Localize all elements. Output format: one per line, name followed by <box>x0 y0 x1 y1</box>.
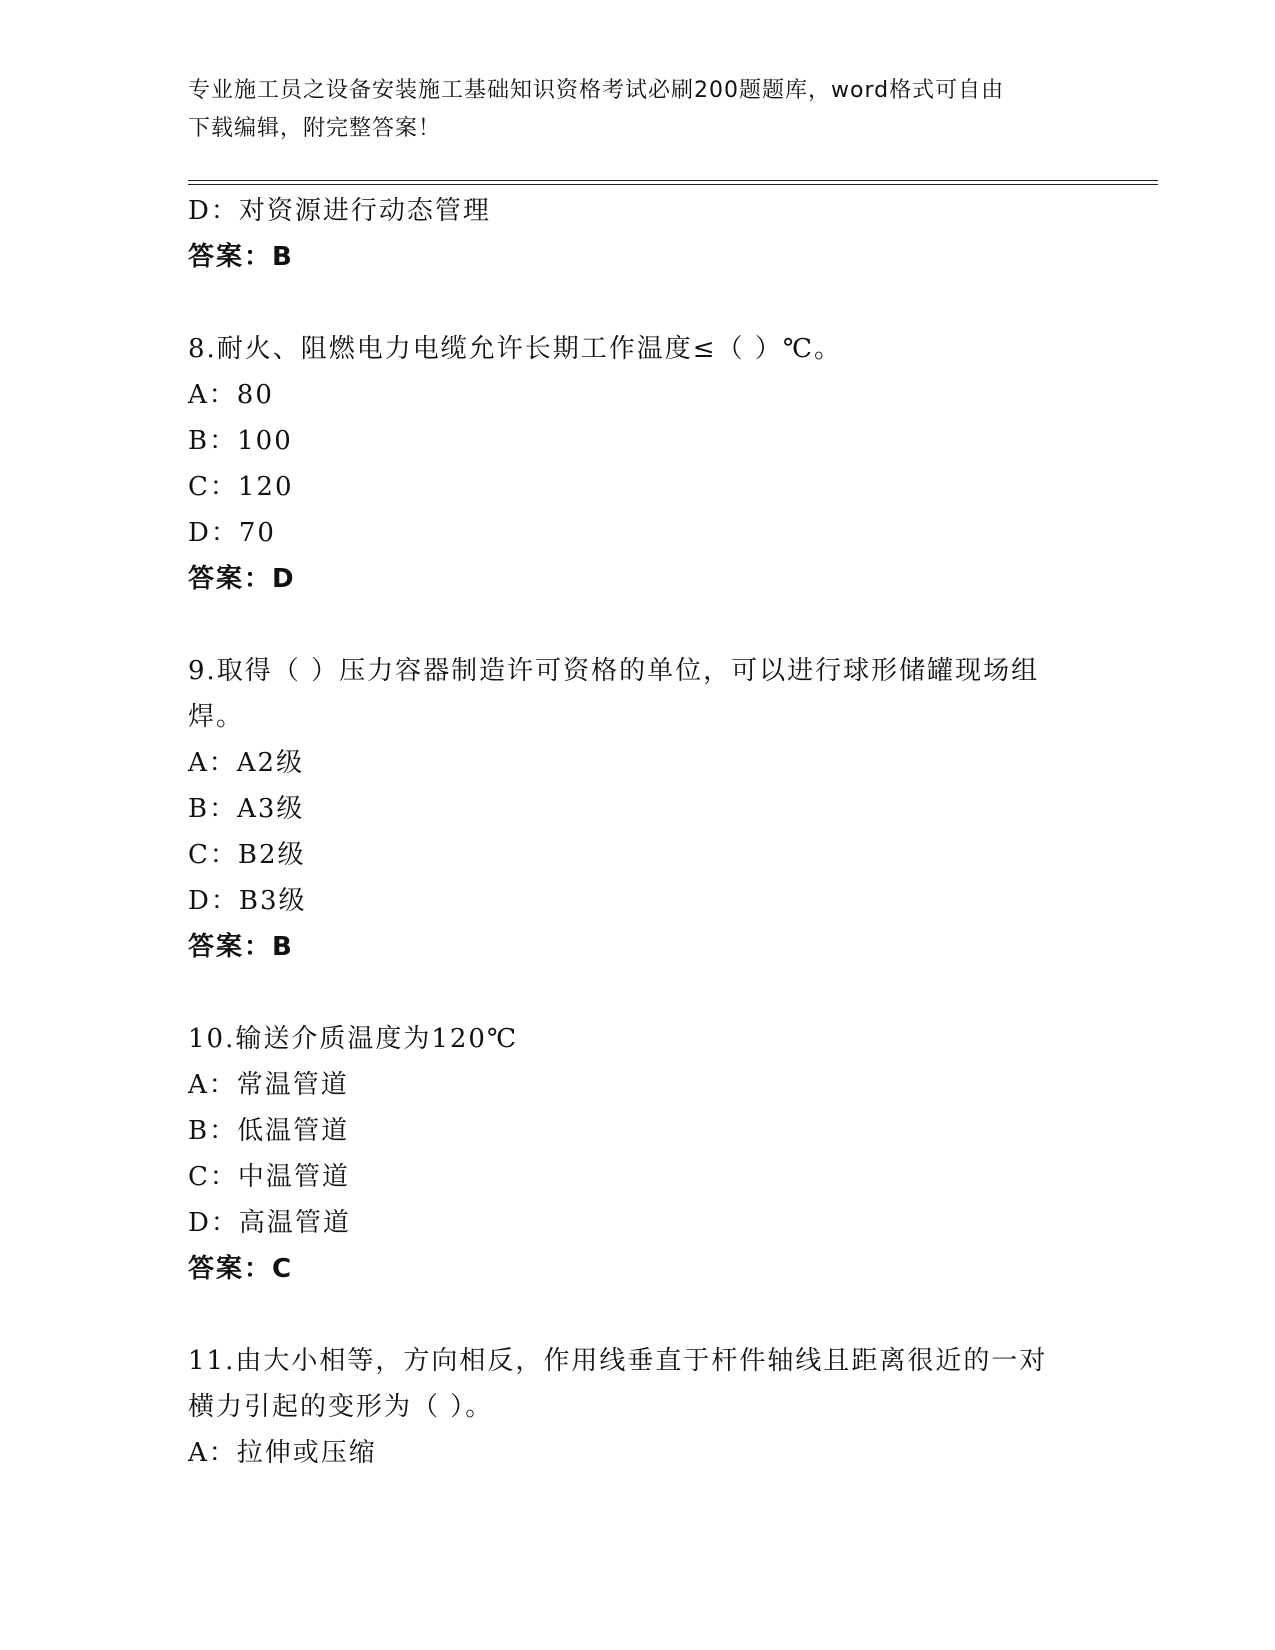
option-a: A：常温管道 <box>188 1070 349 1100</box>
option-b: B：A3级 <box>188 794 305 824</box>
question-list <box>188 188 1088 1476</box>
option-d: D：B3级 <box>188 886 307 916</box>
answer-line: 答案：C <box>188 1254 294 1284</box>
option-b: B：100 <box>188 426 293 456</box>
option-a: A：80 <box>188 380 274 410</box>
answer-line: 答案：B <box>188 242 294 272</box>
option-d: D：对资源进行动态管理 <box>188 196 491 226</box>
answer-line: 答案：B <box>188 932 294 962</box>
spacer <box>188 280 1088 326</box>
option-d: D：高温管道 <box>188 1208 351 1238</box>
question-stem: 11.由大小相等，方向相反，作用线垂直于杆件轴线且距离很近的一对 <box>188 1346 1048 1376</box>
option-c: C：B2级 <box>188 840 306 870</box>
question-7-tail <box>188 188 1088 280</box>
header-divider-bottom <box>188 184 1158 185</box>
spacer <box>188 602 1088 648</box>
question-9 <box>188 648 1088 970</box>
option-b: B：低温管道 <box>188 1116 350 1146</box>
question-stem: 10.输送介质温度为120℃ <box>188 1024 519 1054</box>
header-line-1: 专业施工员之设备安装施工基础知识资格考试必刷200题题库，word格式可自由 <box>188 78 1005 103</box>
spacer <box>188 1292 1088 1338</box>
answer-line: 答案：D <box>188 564 296 594</box>
question-stem-continued: 横力引起的变形为（ ）。 <box>188 1392 494 1422</box>
option-c: C：120 <box>188 472 294 502</box>
question-8 <box>188 326 1088 602</box>
question-10 <box>188 1016 1088 1292</box>
header-line-2: 下载编辑，附完整答案！ <box>188 116 442 141</box>
document-header <box>188 72 1088 148</box>
option-a: A：A2级 <box>188 748 305 778</box>
option-c: C：中温管道 <box>188 1162 350 1192</box>
question-stem-continued: 焊。 <box>188 702 245 732</box>
question-stem: 8.耐火、阻燃电力电缆允许长期工作温度≤（ ）℃。 <box>188 334 842 364</box>
question-stem: 9.取得（ ）压力容器制造许可资格的单位，可以进行球形储罐现场组 <box>188 656 1040 686</box>
option-d: D：70 <box>188 518 276 548</box>
spacer <box>188 970 1088 1016</box>
question-11 <box>188 1338 1088 1476</box>
header-divider-top <box>188 180 1158 181</box>
option-a: A：拉伸或压缩 <box>188 1438 377 1468</box>
